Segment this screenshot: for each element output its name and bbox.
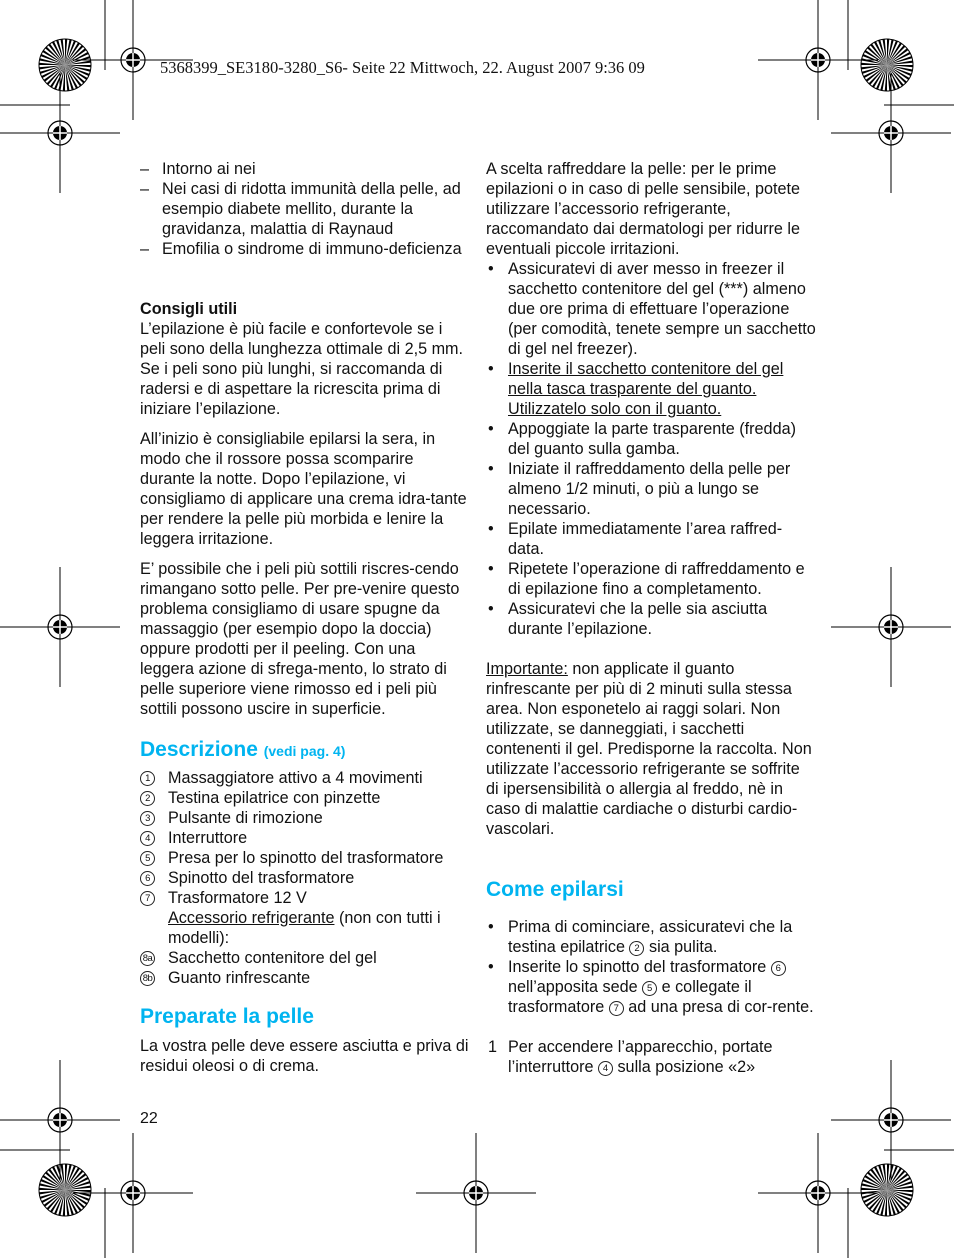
bullet-item: • Epilate immediatamente l’area raffred-data. [488, 520, 783, 558]
page-number: 22 [140, 1110, 158, 1127]
starburst-tr [861, 39, 913, 91]
dash-item: – Intorno ai nei [140, 160, 256, 178]
desc-item: 8b Guanto rinfrescante [140, 968, 470, 988]
reg-mark-right-mid [831, 567, 951, 687]
reg-mark-right-lower [831, 1060, 951, 1180]
desc-item: 5 Presa per lo spinotto del trasformatore [140, 848, 470, 868]
desc-item: 8a Sacchetto contenitore del gel [140, 948, 470, 968]
desc-item: 3 Pulsante di rimozione [140, 808, 470, 828]
starburst-bl [39, 1164, 91, 1216]
print-header: 5368399_SE3180-3280_S6- Seite 22 Mittwoch, 22. August 2007 9:36 09 [160, 58, 645, 77]
dash-item: – Nei casi di ridotta immunità della pelle, ad esempio diabete mellito, durante la gravidanza, malattia di Raynaud [140, 180, 461, 238]
reg-mark-bottom-center [416, 1133, 536, 1253]
desc-item: 4 Interruttore [140, 828, 470, 848]
reg-mark-top-right [758, 0, 878, 120]
paragraph: L’epilazione è più facile e confortevole se i peli sono della lunghezza ottimale di 2,5 mm. Se i peli sono più lunghi, si raccomanda di radersi e di aspettare la ricrescita prima di iniziare l’epilazione. [140, 320, 464, 418]
bullet-item: • Iniziate il raffreddamento della pelle per almeno 1/2 minuti, o più a lungo se necessario. [488, 460, 791, 518]
paragraph: La vostra pelle deve essere asciutta e priva di residui oleosi o di crema. [140, 1037, 469, 1075]
bullet-item: • Inserite lo spinotto del trasformatore 6 nell’apposita sede 5 e collegate il trasformatore 7 ad una presa di cor-rente. [488, 958, 814, 1016]
right-column [486, 159, 816, 1077]
paragraph: E’ possibile che i peli più sottili riscres-cendo rimangano sotto pelle. Per pre-venire questo problema consigliamo di usare spugne da massaggio (per esempio dopo la doccia) oppure prodotti per il peeling. Con una leggera azione di sfrega-mento, lo strato di pelle superiore viene rimosso ed i peli più sottili possono uscire in superficie. [140, 560, 460, 718]
reg-mark-bottom-left [73, 1133, 193, 1253]
bullet-item: • Inserite il sacchetto contenitore del gel nella tasca trasparente del guanto. Utilizzatelo solo con il guanto. [488, 360, 784, 418]
desc-item: 1 Massaggiatore attivo a 4 movimenti [140, 768, 470, 788]
reg-mark-left-lower [0, 1060, 120, 1180]
starburst-tl [39, 39, 91, 91]
reg-mark-right-upper [831, 73, 951, 193]
desc-item: 7 Trasformatore 12 V [140, 888, 470, 908]
important-note: Importante: non applicate il guanto rinfrescante per più di 2 minuti sulla stessa area. Non esponetelo ai raggi solari. Non utilizzate, se danneggiati, i sacchetti contenenti il gel. Predisporne la raccolta. Non utilizzate l’accessorio refrigerante se soffrite di ipersensibilità o allergia al freddo, nè in caso di malattie cardiache o disturbi cardio-vascolari. [486, 660, 812, 838]
desc-item: 2 Testina epilatrice con pinzette [140, 788, 470, 808]
accessory-line: Accessorio refrigerante (non con tutti i modelli): [168, 909, 441, 947]
dash-item: – Emofilia o sindrome di immuno-deficienza [140, 240, 462, 258]
bullet-item: • Assicuratevi che la pelle sia asciutta durante l’epilazione. [488, 600, 768, 638]
reg-mark-bottom-right [758, 1133, 878, 1253]
paragraph: A scelta raffreddare la pelle: per le prime epilazioni o in caso di pelle sensibile, potete utilizzare l’accessorio refrigerante, raccomandato dai dermatologi per ridurre le eventuali piccole irritazioni. [486, 160, 801, 258]
bullet-item: • Prima di cominciare, assicuratevi che la testina epilatrice 2 sia pulita. [488, 918, 793, 956]
starburst-br [861, 1164, 913, 1216]
reg-mark-left-upper [0, 73, 120, 193]
section-title-come-epilarsi: Come epilarsi [486, 878, 624, 901]
bullet-item: • Appoggiate la parte trasparente (fredda) del guanto sulla gamba. [488, 420, 796, 458]
paragraph: All’inizio è consigliabile epilarsi la sera, in modo che il rossore possa scomparire durante la notte. Dopo l’epilazione, vi consigliamo di applicare una crema idra-tante per rendere la pelle più morbida e lenire la leggera irritazione. [140, 430, 467, 548]
desc-item: 6 Spinotto del trasformatore [140, 868, 470, 888]
section-title-preparate: Preparate la pelle [140, 1005, 314, 1028]
section-title-descrizione: Descrizione (vedi pag. 4) [140, 738, 346, 761]
tips-title: Consigli utili [140, 300, 238, 318]
bullet-item: • Assicuratevi di aver messo in freezer il sacchetto contenitore del gel (***) almeno due ore prima di effettuare l’operazione (per comodità, tenete sempre un sacchetto di gel nel freezer). [488, 260, 816, 358]
reg-mark-left-mid [0, 567, 120, 687]
step-item: 1 Per accendere l’apparecchio, portate l’interruttore 4 sulla posizione «2» [488, 1038, 773, 1076]
left-column [140, 159, 470, 1076]
bullet-item: • Ripetete l’operazione di raffreddamento e di epilazione fino a completamento. [488, 560, 805, 598]
